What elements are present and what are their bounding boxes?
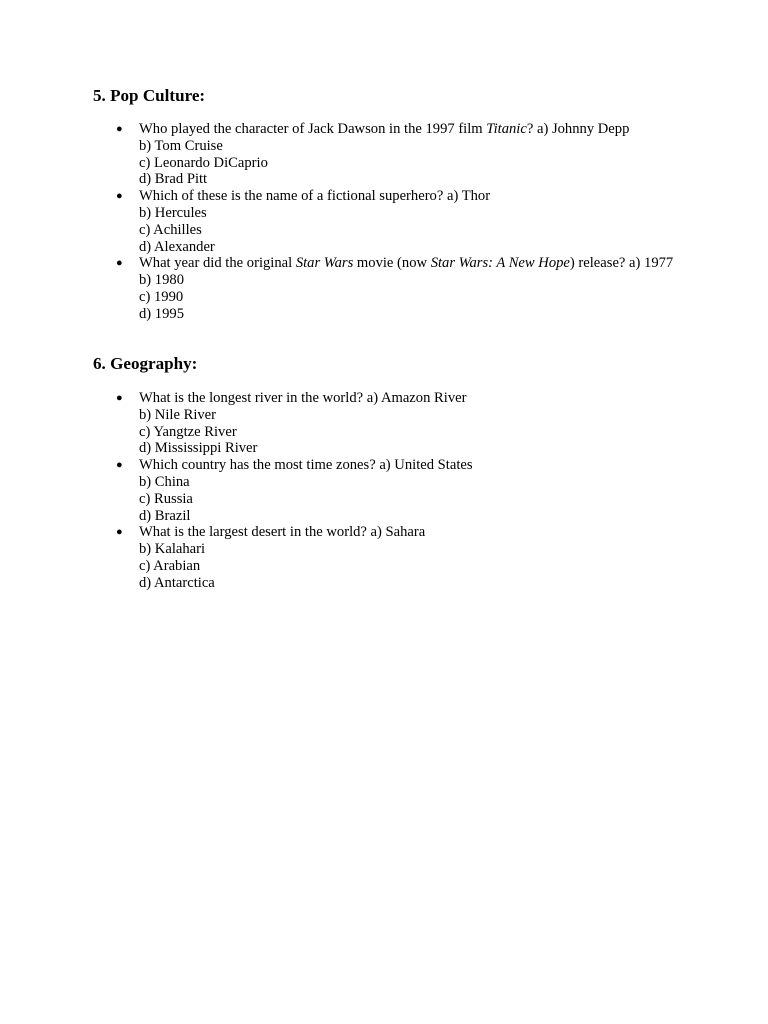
question-text-part: Who played the character of Jack Dawson in the 1997 film [139, 121, 487, 137]
question-text-part: Which of these is the name of a fictional superhero? a) Thor [139, 188, 491, 205]
question-text-part: What is the largest desert in the world? a) Sahara [139, 524, 426, 541]
answer-option: d) 1995 [139, 305, 184, 322]
question-text-italic: Star Wars [295, 255, 354, 272]
question-item [93, 457, 683, 524]
answer-option: c) Leonardo DiCaprio [139, 154, 268, 171]
section-heading-pop-culture: 5. Pop Culture: [93, 86, 206, 105]
question-text [139, 390, 683, 407]
question-text-part: What year did the original [139, 255, 296, 272]
answer-option: c) Yangtze River [139, 423, 237, 440]
bullet-icon: ● [116, 526, 123, 539]
question-text [139, 188, 683, 205]
question-text-italic: Star Wars: A New Hope [430, 255, 570, 272]
bullet-icon: ● [116, 257, 123, 270]
answer-option: d) Alexander [139, 238, 215, 255]
question-text-part: movie (now [353, 255, 431, 272]
question-item [93, 390, 683, 457]
question-text-part: Which country has the most time zones? a) United States [139, 457, 473, 474]
question-text [139, 255, 683, 272]
answer-option: c) Arabian [139, 557, 201, 574]
answer-option: c) Achilles [139, 221, 202, 238]
question-item [93, 121, 683, 188]
question-item [93, 524, 683, 591]
question-text [139, 121, 683, 138]
question-text [139, 524, 683, 541]
question-text-part: What is the longest river in the world? a) Amazon River [139, 390, 467, 406]
answer-option: b) 1980 [139, 272, 184, 289]
answer-option: d) Brad Pitt [139, 171, 208, 188]
question-text [139, 457, 683, 474]
question-text-italic: Titanic [486, 121, 527, 137]
bullet-icon: ● [116, 190, 123, 203]
answer-option: c) 1990 [139, 288, 184, 305]
question-list-pop-culture [93, 121, 683, 323]
answer-option: b) China [139, 473, 190, 490]
answer-option: b) Hercules [139, 204, 207, 221]
question-list-geography [93, 390, 683, 592]
section-heading-geography: 6. Geography: [93, 354, 198, 373]
answer-option: b) Tom Cruise [139, 137, 223, 154]
answer-option: b) Nile River [139, 406, 217, 423]
question-text-part: ? a) Johnny Depp [526, 121, 630, 137]
answer-option: c) Russia [139, 490, 193, 507]
bullet-icon: ● [116, 392, 123, 404]
question-text-part: ) release? a) 1977 [569, 255, 674, 272]
question-item [93, 255, 683, 322]
answer-option: d) Mississippi River [139, 440, 258, 457]
bullet-icon: ● [116, 459, 123, 472]
question-item [93, 188, 683, 255]
bullet-icon: ● [116, 123, 123, 135]
answer-option: d) Brazil [139, 507, 191, 524]
answer-option: d) Antarctica [139, 574, 215, 591]
answer-option: b) Kalahari [139, 541, 206, 558]
